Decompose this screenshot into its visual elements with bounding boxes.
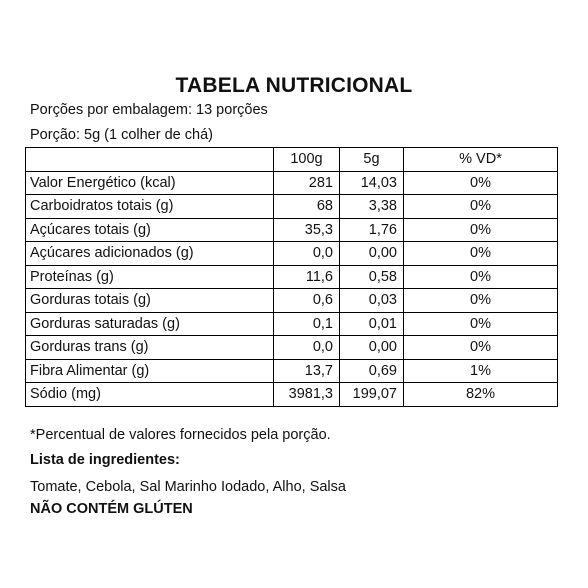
value-5g: 14,03 [340,171,404,195]
nutrient-name: Proteínas (g) [26,265,274,289]
value-100g: 13,7 [274,359,340,383]
table-row [26,265,558,289]
value-vd: 0% [404,242,558,266]
nutrient-name: Gorduras saturadas (g) [26,312,274,336]
nutrient-name: Valor Energético (kcal) [26,171,274,195]
table-row [26,289,558,313]
value-5g: 0,58 [340,265,404,289]
value-100g: 3981,3 [274,383,340,407]
value-100g: 11,6 [274,265,340,289]
value-100g: 68 [274,195,340,219]
nutrient-name: Gorduras trans (g) [26,336,274,360]
value-100g: 0,6 [274,289,340,313]
table-row [26,218,558,242]
ingredients-heading: Lista de ingredientes: [30,452,180,468]
value-5g: 0,69 [340,359,404,383]
value-vd: 1% [404,359,558,383]
table-row [26,359,558,383]
value-vd: 0% [404,171,558,195]
header-cell-nutrient [26,148,274,172]
footnote: *Percentual de valores fornecidos pela porção. [30,427,331,443]
header-cell-5g: 5g [340,148,404,172]
nutrient-name: Açúcares adicionados (g) [26,242,274,266]
value-5g: 0,03 [340,289,404,313]
servings-per-package: Porções por embalagem: 13 porções [30,102,268,118]
nutrition-table [25,147,558,407]
value-vd: 0% [404,195,558,219]
value-vd: 0% [404,336,558,360]
table-header-row [26,148,558,172]
table-row [26,312,558,336]
value-5g: 0,00 [340,336,404,360]
table-row [26,171,558,195]
nutrient-name: Carboidratos totais (g) [26,195,274,219]
value-5g: 0,01 [340,312,404,336]
ingredients-list: Tomate, Cebola, Sal Marinho Iodado, Alho, Salsa [30,479,346,495]
value-5g: 0,00 [340,242,404,266]
header-cell-vd: % VD* [404,148,558,172]
page-title: TABELA NUTRICIONAL [175,74,413,97]
nutrient-name: Açúcares totais (g) [26,218,274,242]
value-100g: 0,0 [274,336,340,360]
table-row [26,383,558,407]
table-row [26,195,558,219]
nutrient-name: Sódio (mg) [26,383,274,407]
value-5g: 1,76 [340,218,404,242]
value-vd: 82% [404,383,558,407]
value-100g: 281 [274,171,340,195]
table-row [26,242,558,266]
value-vd: 0% [404,289,558,313]
value-100g: 0,0 [274,242,340,266]
nutrient-name: Fibra Alimentar (g) [26,359,274,383]
table-row [26,336,558,360]
portion-size: Porção: 5g (1 colher de chá) [30,127,213,143]
value-5g: 199,07 [340,383,404,407]
nutrient-name: Gorduras totais (g) [26,289,274,313]
gluten-notice: NÃO CONTÉM GLÚTEN [30,501,193,517]
value-vd: 0% [404,218,558,242]
value-100g: 0,1 [274,312,340,336]
value-5g: 3,38 [340,195,404,219]
value-vd: 0% [404,312,558,336]
value-100g: 35,3 [274,218,340,242]
header-cell-100g: 100g [274,148,340,172]
value-vd: 0% [404,265,558,289]
